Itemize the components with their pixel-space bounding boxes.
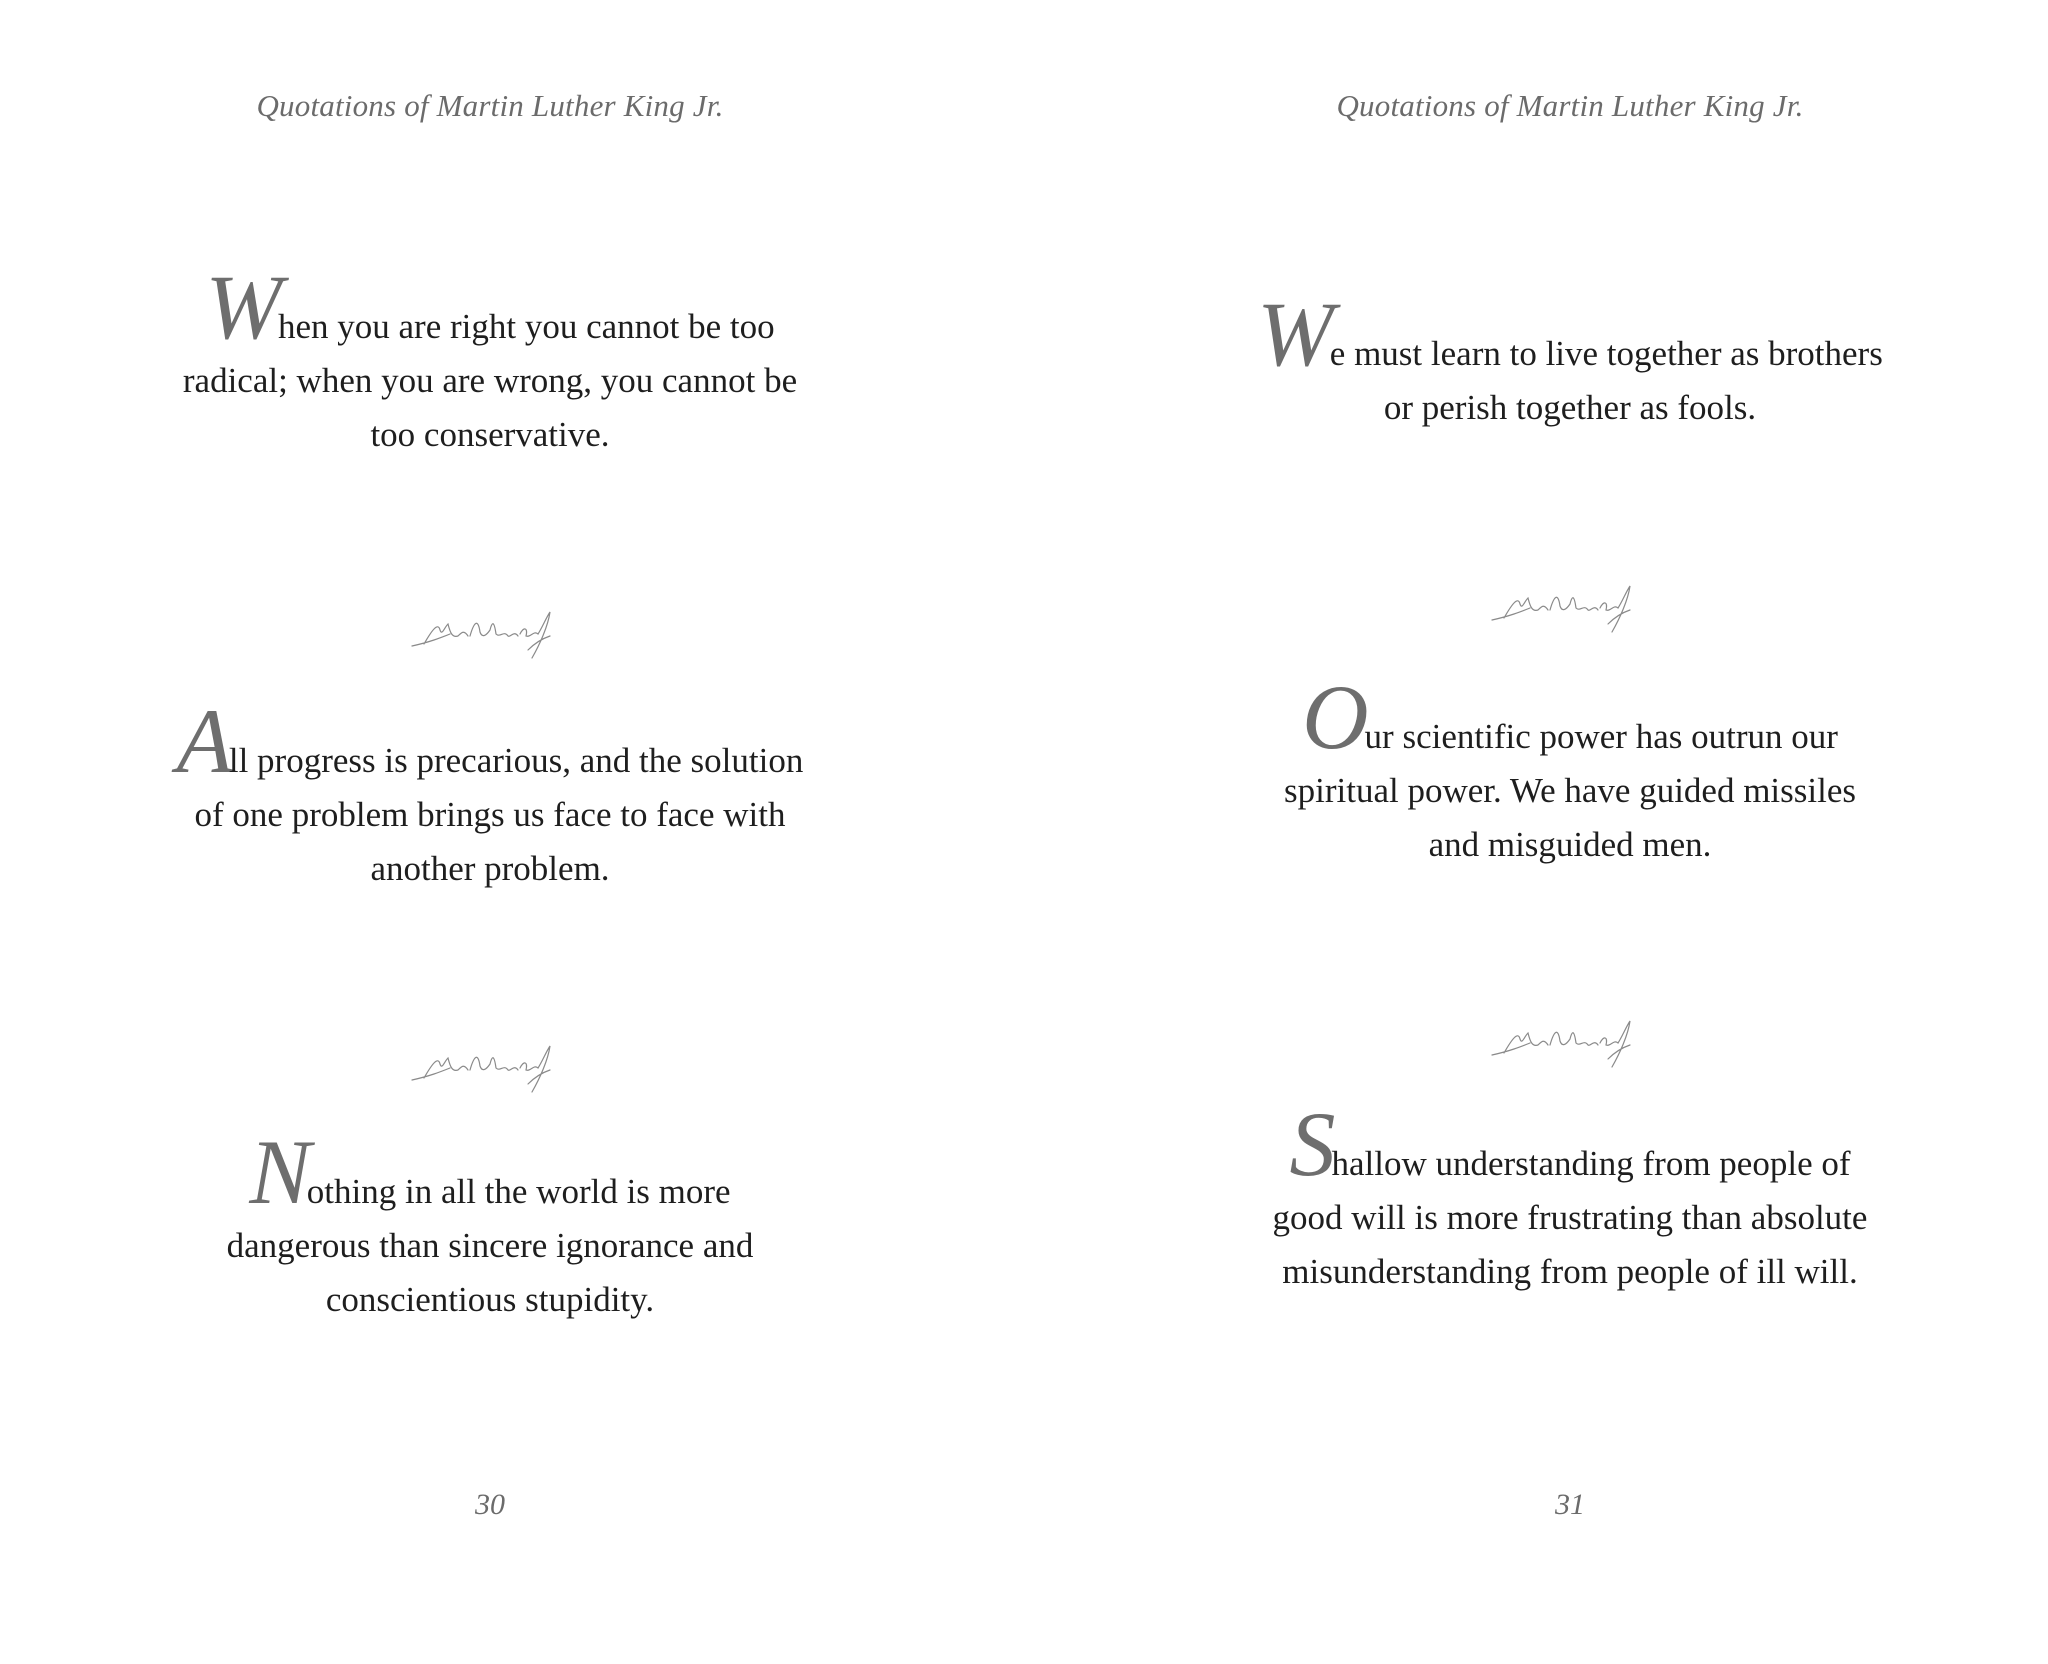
page-number: 31 [1555,1488,1585,1521]
running-head: Quotations of Martin Luther King Jr. [1336,88,1804,123]
drop-cap: O [1302,666,1369,768]
quote-line: radical; when you are wrong, you cannot be [182,361,798,400]
drop-cap: N [249,1121,311,1223]
quote-text: othing in all the world is more [306,1172,731,1211]
quote-line: too conservative. [370,415,610,454]
quote-line: misunderstanding from people of ill will. [1282,1252,1858,1291]
quote-line: good will is more frustrating than absolute [1272,1198,1868,1237]
quote [1080,1093,2048,1299]
signature-ornament-icon [410,608,560,663]
signature-ornament-icon [410,1042,560,1097]
quote-line: and misguided men. [1428,825,1712,864]
quote-line: or perish together as fools. [1383,388,1757,427]
quote-line: spiritual power. We have guided missiles [1284,771,1856,810]
quote-line [0,690,980,792]
quote [0,1121,980,1327]
quote-line [1080,666,2048,768]
quote-line: dangerous than sincere ignorance and [226,1226,754,1265]
quote-line [0,256,980,358]
quote-text: e must learn to live together as brothers [1329,334,1883,373]
left-page [0,0,980,1664]
quote-text: hallow understanding from people of [1331,1144,1851,1183]
quote [0,256,980,462]
quote-text: hen you are right you cannot be too [277,307,775,346]
drop-cap: S [1289,1093,1336,1195]
quote-text: ll progress is precarious, and the solution [228,741,804,780]
drop-cap: A [176,690,233,792]
drop-cap: W [1257,283,1334,385]
quote-line [1080,1093,2048,1195]
quote-line [0,1121,980,1223]
running-head: Quotations of Martin Luther King Jr. [256,88,724,123]
drop-cap: W [205,256,282,358]
quote [1080,666,2048,872]
signature-ornament-icon [1490,1017,1640,1072]
page-number: 30 [475,1488,505,1521]
right-page [1080,0,2048,1664]
quote-line [1080,283,2048,385]
quote-line: another problem. [370,849,610,888]
quote-line: conscientious stupidity. [325,1280,655,1319]
quote-line: of one problem brings us face to face with [194,795,786,834]
signature-ornament-icon [1490,582,1640,637]
quote-text: ur scientific power has outrun our [1364,717,1838,756]
quote [0,690,980,896]
quote [1080,283,2048,435]
